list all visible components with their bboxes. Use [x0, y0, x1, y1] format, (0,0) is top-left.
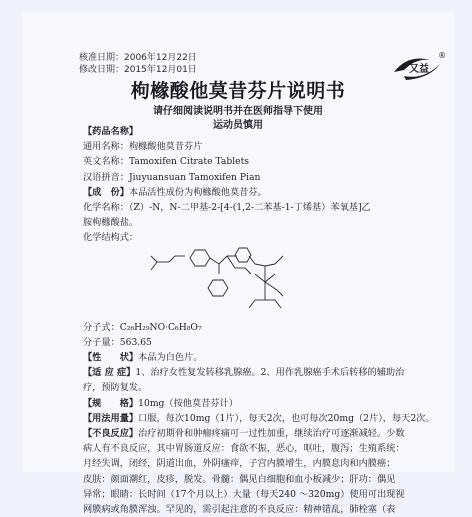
adverse-line: 皮肤：颜面潮红，皮疹，脱发。骨髓：偶见白细胞和血小板减少；肝功：偶见	[83, 473, 396, 485]
pinyin-name-label: 汉语拼音：	[83, 171, 129, 183]
registered-mark: ®	[438, 51, 446, 60]
revision-date: 修改日期：2015年12月01日	[79, 65, 197, 75]
athlete-warning: 运动员慎用	[213, 120, 263, 131]
appearance-value: 本品为白色片。	[138, 352, 203, 364]
english-name-value: Tamoxifen Citrate Tablets	[128, 156, 250, 168]
indications-continued: 疗，预防复发。	[83, 382, 148, 394]
usage-warning: 请仔细阅读说明书并在医师指导下使用	[153, 106, 323, 117]
generic-name-value: 枸橼酸他莫昔芬片	[128, 141, 203, 153]
chemical-name-value: （Z）-N，N-二甲基-2-[4-(1,2-二苯基-1-丁烯基）苯氧基]乙	[128, 202, 371, 214]
composition-row	[83, 185, 436, 200]
weight-value: 563.65	[119, 336, 152, 348]
dosage-label: 【用法用量】	[83, 412, 139, 424]
composition-label: 【成 份】	[83, 186, 129, 198]
pinyin-name-value: Jiuyuansuan Tamoxifen Pian	[128, 171, 261, 183]
specification-row	[83, 396, 436, 411]
document-title: 枸橼酸他莫昔芬片说明书	[130, 80, 346, 102]
structure-diagram	[143, 246, 363, 320]
dosage-row	[83, 411, 436, 426]
generic-name-label: 通用名称：	[83, 141, 129, 153]
date-block	[79, 52, 197, 76]
weight-row	[83, 335, 436, 350]
chemical-name-row	[83, 200, 436, 215]
composition-value: 本品活性成份为枸橼酸他莫昔芬。	[128, 186, 267, 198]
formula-row	[83, 320, 436, 335]
adverse-line: 治疗初期骨和肿瘤疼痛可一过性加重，继续治疗可逐渐减轻。少数	[138, 428, 405, 440]
appearance-label: 【性 状】	[83, 352, 139, 364]
indications-label: 【适 应 症】	[83, 367, 136, 379]
adverse-label: 【不良反应】	[83, 428, 139, 440]
indications-value: 1、治疗女性复发转移乳腺癌。2、用作乳腺癌手术后转移的辅助治	[135, 367, 405, 379]
chemical-name-label: 化学名称：	[83, 202, 129, 214]
leaflet-body	[83, 124, 436, 517]
specification-value: 10mg（按他莫昔芬计）	[138, 397, 238, 409]
formula-value: C₂₆H₂₉NO·C₆H₈O₇	[119, 321, 202, 333]
generic-name-row	[83, 139, 436, 154]
chemical-name-continued: 胺枸橼酸盐。	[83, 217, 139, 229]
appearance-row	[83, 350, 436, 365]
specification-label: 【规 格】	[83, 397, 139, 409]
indications-row	[83, 365, 436, 380]
formula-label: 分子式：	[83, 321, 120, 333]
dosage-value: 口服，每次10mg（1片），每天2次，也可每次20mg（2片），每天2次。	[138, 412, 435, 424]
adverse-line: 月经失调，闭经，阴道出血，外阴瘙痒，子宫内膜增生，内膜息肉和内膜癌；	[83, 458, 396, 470]
structure-label: 化学结构式：	[83, 232, 139, 244]
chemical-structure	[83, 246, 436, 320]
pinyin-name-row	[83, 170, 436, 185]
approval-date: 核准日期：2006年12月22日	[79, 53, 197, 63]
english-name-label: 英文名称：	[83, 156, 129, 168]
adverse-line: 病人有不良反应，其中胃肠道反应：食欲不振，恶心，呕吐，腹泻；生殖系统：	[83, 443, 405, 455]
adverse-line: 网膜病或角膜浑浊。罕见的，需引起注意的不良反应：精神错乱，肺栓塞（表	[83, 504, 396, 516]
weight-label: 分子量：	[83, 336, 120, 348]
drug-name-heading: 【药品名称】	[83, 126, 139, 137]
adverse-line: 异常；眼睛：长时间（17个月以上）大量（每天240 ～320mg）使用可出现视	[83, 488, 405, 500]
adverse-row	[83, 426, 436, 441]
english-name-row	[83, 154, 436, 169]
logo-text: 又益	[409, 64, 429, 75]
